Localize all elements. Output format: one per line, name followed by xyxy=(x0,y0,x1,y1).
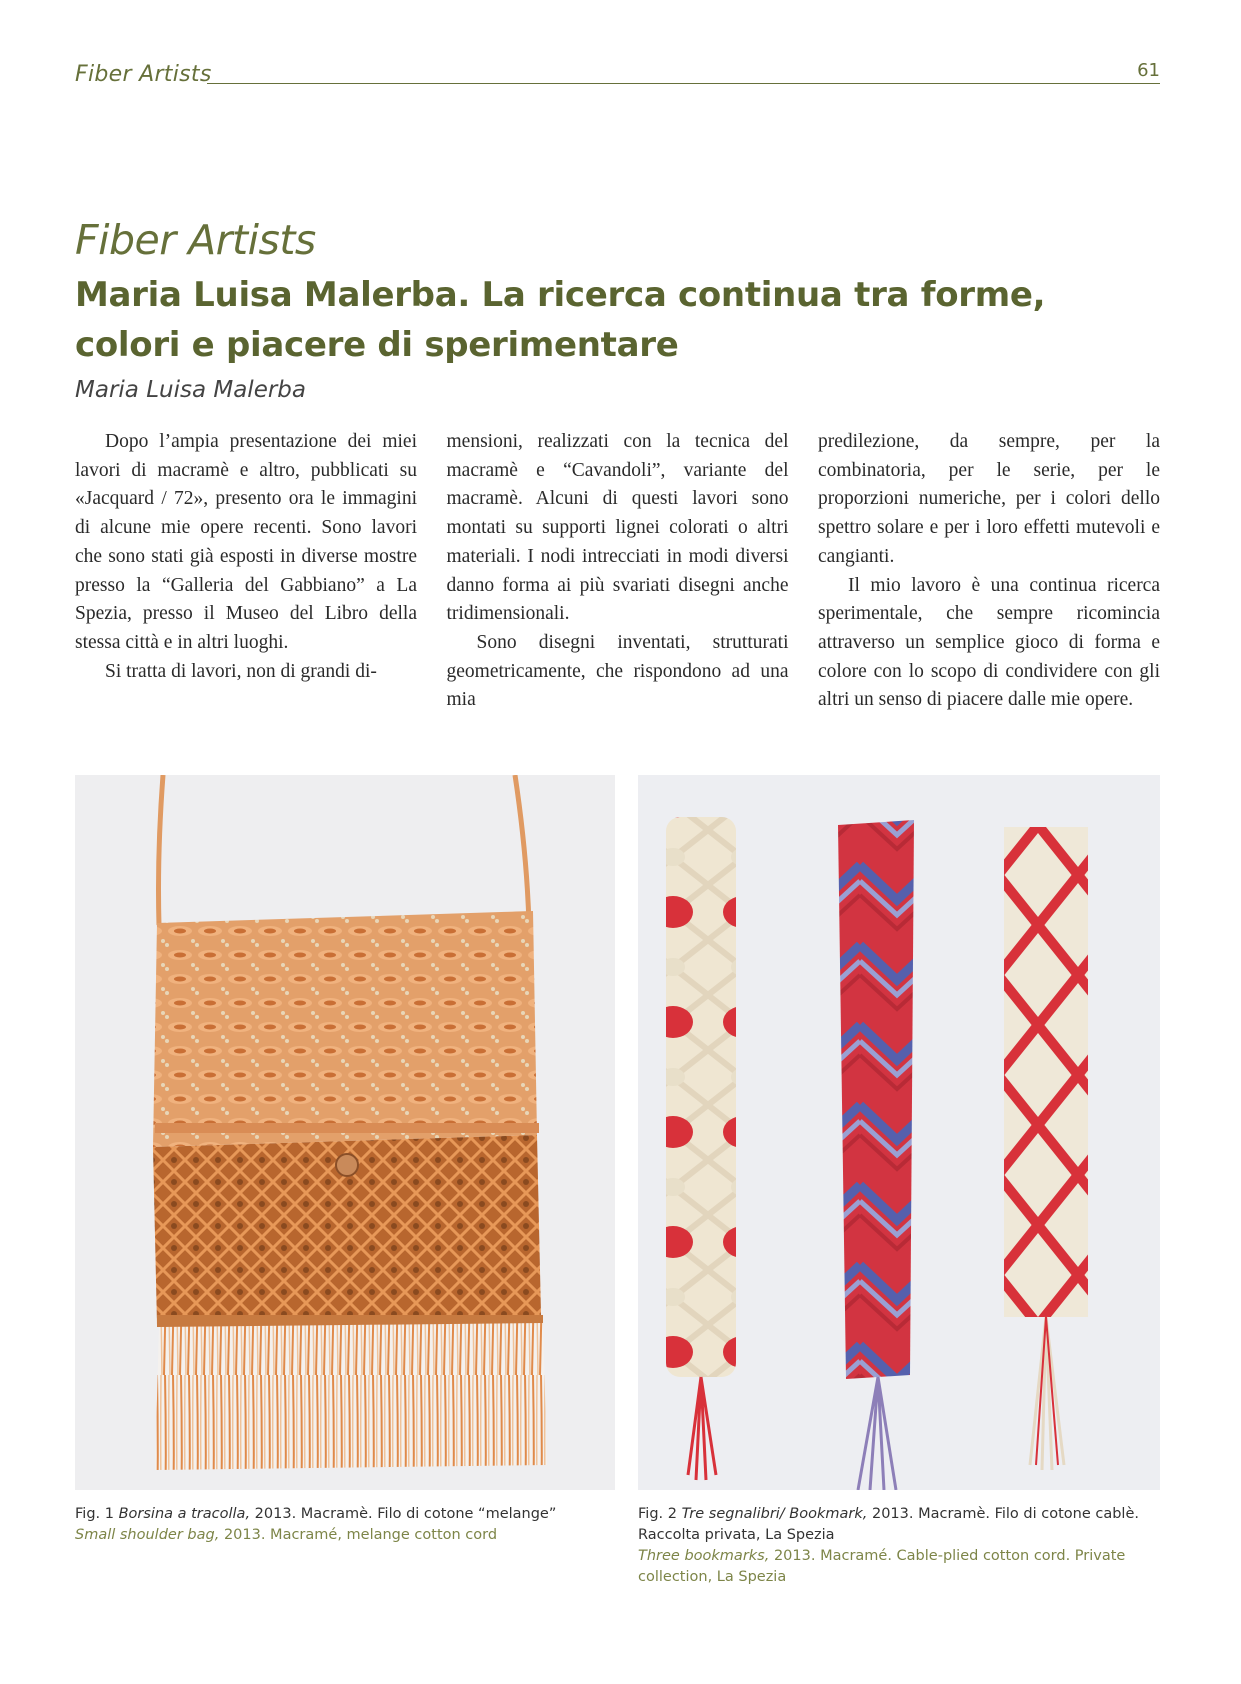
article-title: Maria Luisa Malerba. La ricerca continua tra forme, colori e piacere di sperimentare xyxy=(75,275,1046,365)
figure-1 xyxy=(75,775,615,1546)
caption-title-it: Borsina a tracolla, xyxy=(118,1506,251,1522)
figure-2 xyxy=(638,775,1160,1588)
page-number: 61 xyxy=(1137,60,1160,81)
article-author: Maria Luisa Malerba xyxy=(75,377,306,403)
caption-label: Fig. 1 xyxy=(75,1506,114,1522)
caption-details-it: 2013. Macramè. Filo di cotone “melange” xyxy=(254,1506,557,1522)
text-column-3 xyxy=(818,428,1160,715)
section-title: Fiber Artists xyxy=(75,216,316,264)
paragraph: Si tratta di lavori, non di grandi di- xyxy=(105,660,377,682)
paragraph: Dopo l’ampia presentazione dei miei lavori di macramè e altro, pubblicati su «Jacquard / 72», presento ora le immagini di alcune mie opere recenti. Sono lavori che sono stati già esposti in diverse mostre presso la “Galleria del Gabbiano” a La Spezia, presso il Museo del Libro della stessa città e in altri luoghi. xyxy=(75,431,417,653)
figure-1-caption xyxy=(75,1504,615,1546)
bookmarks-photo xyxy=(638,775,1160,1490)
text-column-1 xyxy=(75,428,417,715)
caption-details-en: 2013. Macramé, melange cotton cord xyxy=(223,1527,498,1543)
paragraph: predilezione, da sempre, per la combinatoria, per le serie, per le proporzioni numeriche, per i colori dello spettro solare e per i loro effetti mutevoli e cangianti. xyxy=(818,431,1160,567)
caption-details-en: 2013. Macramé. Cable-plied cotton cord. Private collection, La Spezia xyxy=(638,1548,1126,1585)
text-column-2 xyxy=(447,428,789,715)
caption-title-it: Tre segnalibri/ Bookmark, xyxy=(681,1506,868,1522)
body-columns xyxy=(75,428,1160,715)
caption-title-en: Three bookmarks, xyxy=(638,1548,770,1564)
running-header xyxy=(75,58,1160,88)
shoulder-bag-photo xyxy=(75,775,615,1490)
header-rule xyxy=(207,83,1160,84)
paragraph: Sono disegni inventati, strutturati geometricamente, che rispondono ad una mia xyxy=(446,631,789,711)
running-title: Fiber Artists xyxy=(75,62,212,87)
caption-label: Fig. 2 xyxy=(638,1506,677,1522)
caption-title-en: Small shoulder bag, xyxy=(75,1527,220,1543)
caption-details-it: 2013. Macramè. Filo di cotone cablè. Raccolta privata, La Spezia xyxy=(638,1506,1139,1543)
paragraph: mensioni, realizzati con la tecnica del macramè e “Cavandoli”, variante del macramè. Alcuni di questi lavori sono montati su supporti lignei colorati o altri materiali. I nodi intrecciati in modi diversi danno forma ai più svariati disegni anche tridimensionali. xyxy=(446,431,789,625)
figure-2-caption xyxy=(638,1504,1160,1588)
paragraph: Il mio lavoro è una continua ricerca sperimentale, che sempre ricomincia attraverso un semplice gioco di forma e colore con lo scopo di condividere con gli altri un senso di piacere dalle mie opere. xyxy=(818,574,1160,711)
